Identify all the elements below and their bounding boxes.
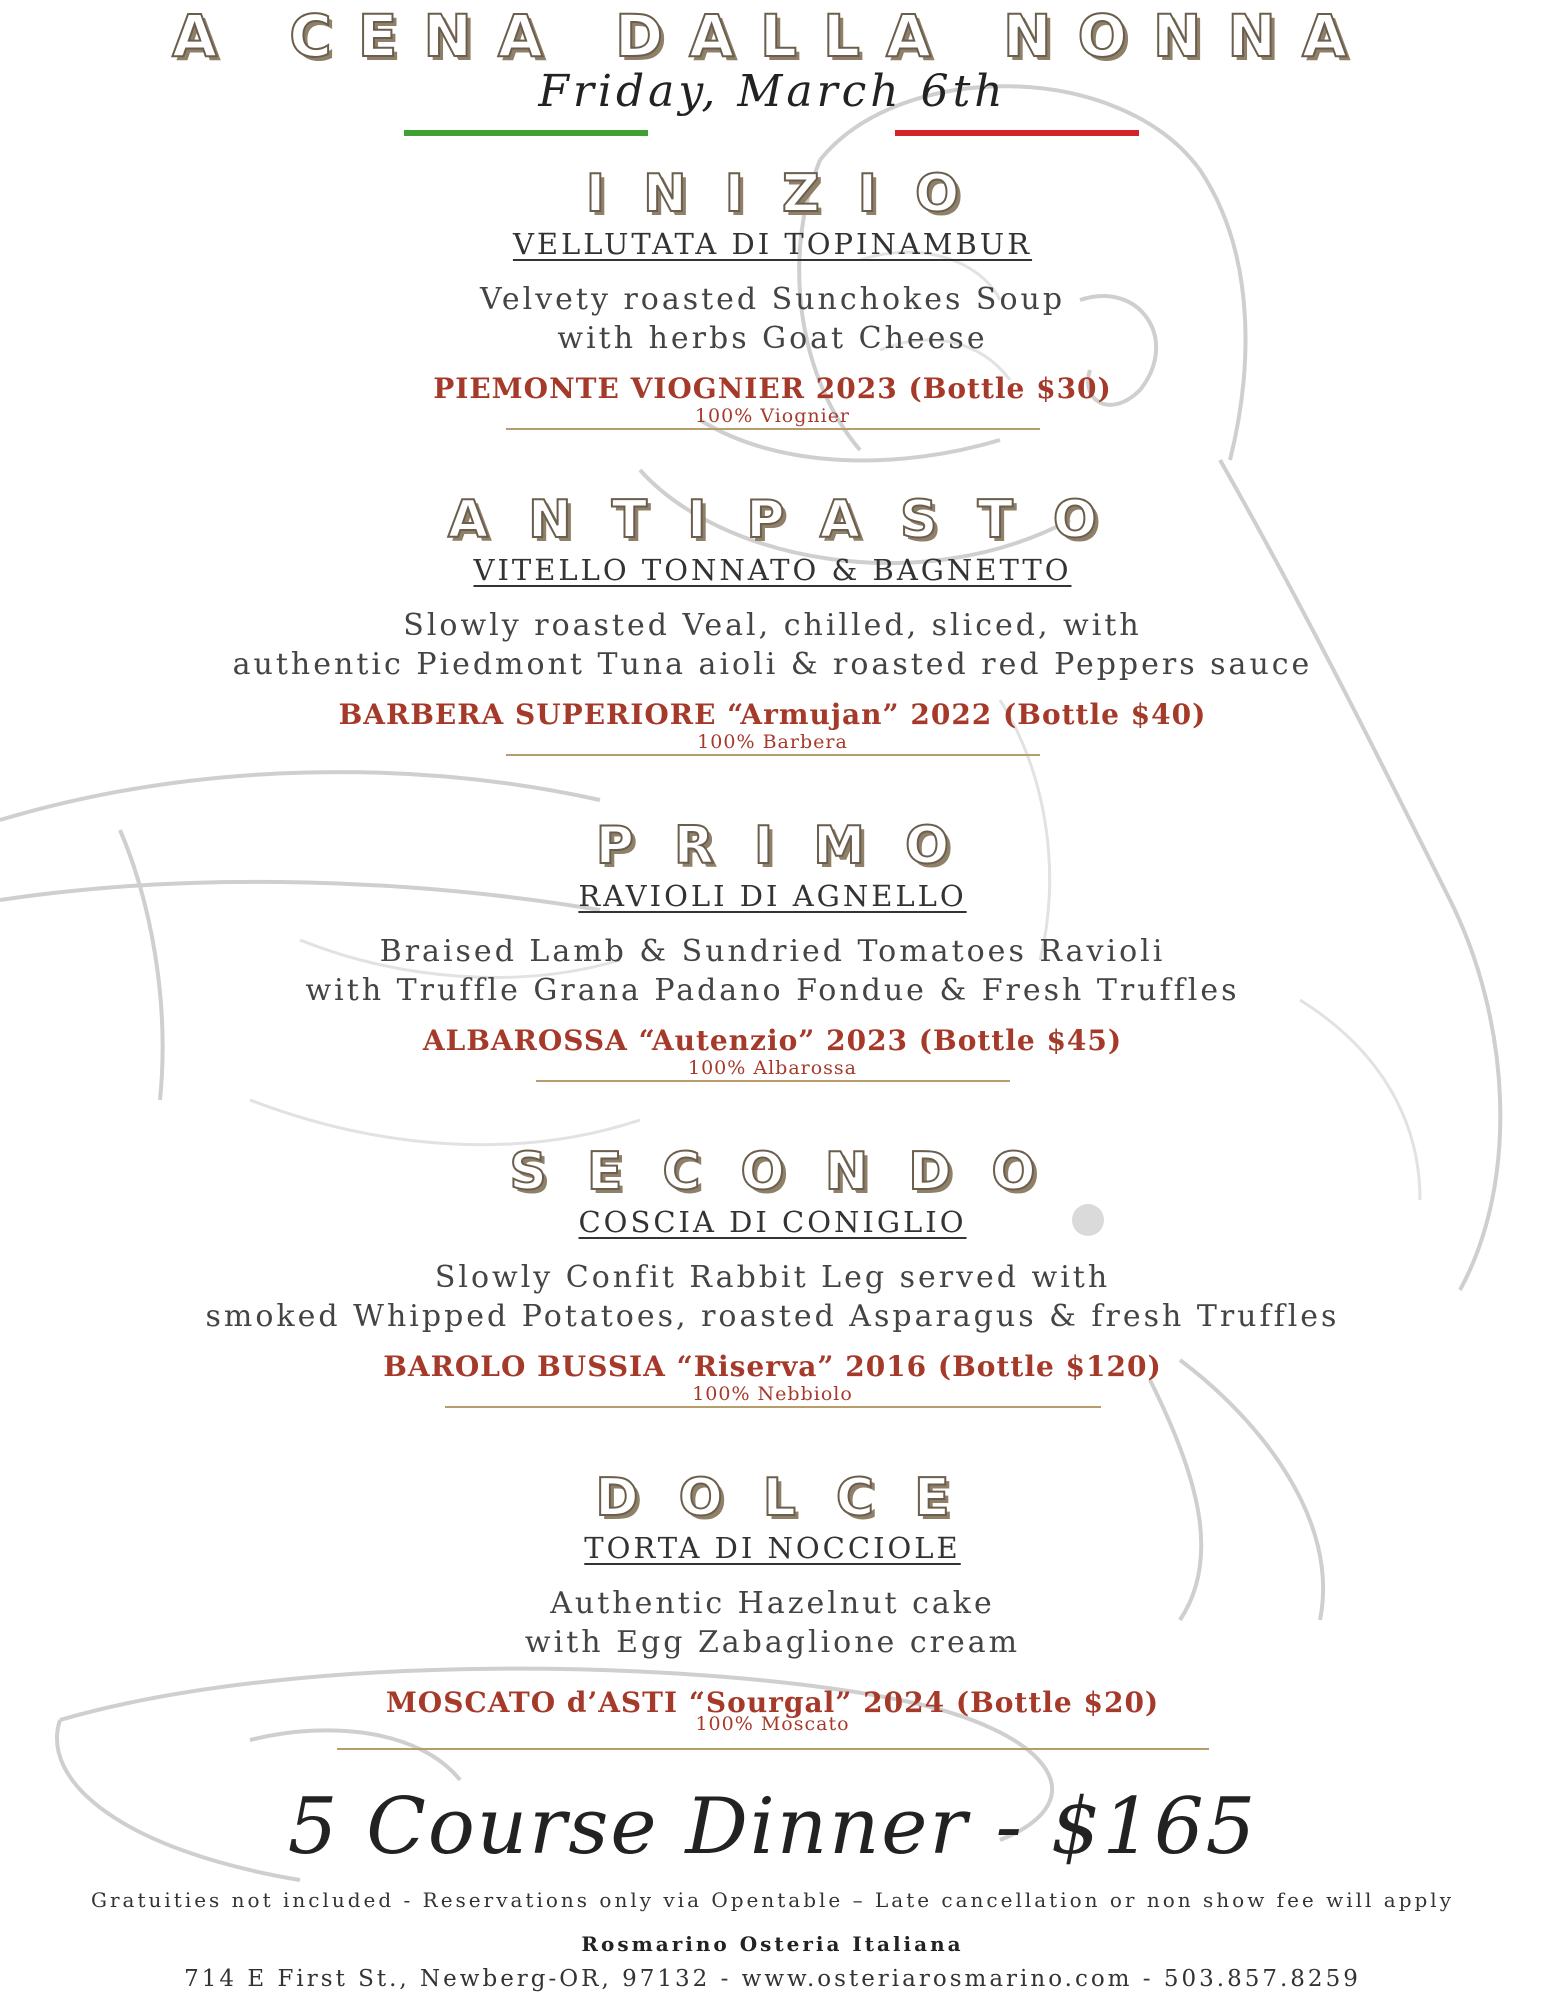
section-divider: [536, 1080, 1010, 1082]
dish-description-line: Velvety roasted Sunchokes Soup: [479, 282, 1066, 317]
grape-variety: 100% Albarossa: [688, 1057, 857, 1079]
dish-description: [0, 1258, 1545, 1336]
course-heading: ANTIPASTO: [447, 490, 1138, 550]
course-primo: [0, 816, 1545, 1082]
dish-description-line: with Truffle Grana Padano Fondue & Fresh Truffles: [305, 973, 1240, 1008]
course-heading: SECONDO: [509, 1142, 1076, 1202]
italian-flag-green-stripe: [404, 130, 648, 136]
dish-description-line: Slowly Confit Rabbit Leg served with: [434, 1260, 1111, 1295]
grape-variety: 100% Moscato: [695, 1713, 850, 1735]
dish-description-line: smoked Whipped Potatoes, roasted Asparagus & fresh Truffles: [205, 1299, 1340, 1334]
dish-description-line: Braised Lamb & Sundried Tomatoes Ravioli: [379, 934, 1166, 969]
section-divider: [506, 754, 1040, 756]
restaurant-address: 714 E First St., Newberg-OR, 97132 - www.osteriarosmarino.com - 503.857.8259: [184, 1966, 1361, 1992]
italian-flag-red-stripe: [895, 130, 1139, 136]
wine-pairing: ALBAROSSA “Autenzio” 2023 (Bottle $45): [422, 1024, 1123, 1057]
dish-description: [0, 280, 1545, 358]
course-heading: DOLCE: [595, 1468, 990, 1528]
reservation-note: Gratuities not included - Reservations only via Opentable – Late cancellation or non show fee will apply: [91, 1888, 1454, 1912]
section-divider: [506, 428, 1040, 430]
dish-description-line: Slowly roasted Veal, chilled, sliced, with: [403, 608, 1142, 643]
menu-title: A CENA DALLA NONNA: [172, 2, 1373, 70]
wine-pairing: MOSCATO d’ASTI “Sourgal” 2024 (Bottle $20): [385, 1686, 1160, 1719]
dish-description-line: Authentic Hazelnut cake: [550, 1586, 995, 1621]
dish-description-line: with Egg Zabaglione cream: [524, 1625, 1021, 1660]
dinner-price: 5 Course Dinner - $165: [287, 1782, 1258, 1872]
grape-variety: 100% Nebbiolo: [692, 1383, 853, 1405]
dish-name: COSCIA DI CONIGLIO: [578, 1205, 967, 1239]
restaurant-name: Rosmarino Osteria Italiana: [581, 1932, 964, 1956]
grape-variety: 100% Viognier: [694, 405, 851, 427]
wine-pairing: PIEMONTE VIOGNIER 2023 (Bottle $30): [433, 372, 1112, 405]
dish-description: [0, 1584, 1545, 1662]
dish-name: RAVIOLI DI AGNELLO: [578, 879, 967, 913]
dish-name: VELLUTATA DI TOPINAMBUR: [512, 227, 1033, 261]
event-date: Friday, March 6th: [538, 66, 1007, 117]
dish-name: TORTA DI NOCCIOLE: [584, 1531, 961, 1565]
course-inizio: [0, 164, 1545, 430]
course-secondo: [0, 1142, 1545, 1408]
dish-description-line: with herbs Goat Cheese: [557, 321, 988, 356]
dish-description: [0, 932, 1545, 1010]
section-divider: [445, 1406, 1101, 1408]
dish-description-line: authentic Piedmont Tuna aioli & roasted red Peppers sauce: [232, 647, 1313, 682]
course-heading: PRIMO: [595, 816, 990, 876]
wine-pairing: BAROLO BUSSIA “Riserva” 2016 (Bottle $120): [383, 1350, 1162, 1383]
course-dolce: [0, 1468, 1545, 1750]
course-antipasto: [0, 490, 1545, 756]
wine-pairing: BARBERA SUPERIORE “Armujan” 2022 (Bottle $40): [338, 698, 1207, 731]
dish-description: [0, 606, 1545, 684]
course-heading: INIZIO: [585, 164, 998, 224]
dish-name: VITELLO TONNATO & BAGNETTO: [473, 553, 1072, 587]
section-divider: [337, 1748, 1209, 1750]
grape-variety: 100% Barbera: [697, 731, 848, 753]
